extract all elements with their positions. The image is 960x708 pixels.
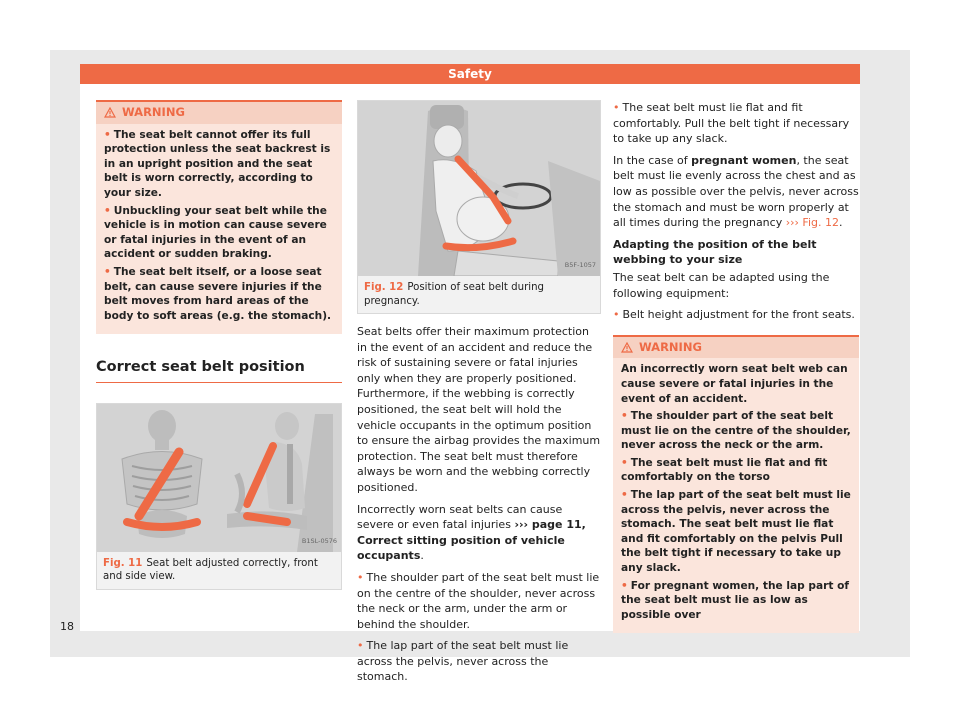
body-paragraph: In the case of pregnant women, the seat belt must lie evenly across the chest and as low as possible over the pelvis, never across the stomach and must be worn properly at all times during the pregnancy ››› Fig. 12.: [613, 153, 859, 230]
warning-intro: An incorrectly worn seat belt web can cause severe or fatal injuries in the event of an accident.: [621, 363, 848, 405]
warning-box: [96, 100, 342, 334]
bullet-item: • The shoulder part of the seat belt must lie on the centre of the shoulder, never across the neck or the arm, under the arm or behind the shoulder.: [357, 570, 600, 631]
warning-box: [613, 335, 859, 634]
subheading: Adapting the position of the belt webbing to your size: [613, 237, 817, 267]
body-paragraph: Seat belts offer their maximum protection in the event of an accident and reduce the risk of sustaining severe or fatal injuries only when they are properly positioned. Furthermore, if the webbing is correctly positioned, the seat belt will hold the vehicle occupants in the optimum position to ensure the airbag provides the maximum protection. The seat belt must therefore always be worn and the webbing correctly positioned.: [357, 325, 601, 494]
figure-11: [96, 403, 342, 590]
warning-title: WARNING: [639, 339, 702, 354]
warning-triangle-icon: [104, 107, 116, 118]
warning-item: • The seat belt itself, or a loose seat belt, can cause severe injuries if the belt moves from hard areas of the body to soft areas (e.g. the stomach).: [104, 265, 332, 322]
warning-triangle-icon: [621, 342, 633, 353]
cross-reference-link[interactable]: ››› page 11, Correct sitting position of vehicle occupants: [357, 518, 586, 563]
warning-title: WARNING: [122, 105, 185, 119]
column-right: [613, 100, 859, 633]
warning-item: • The lap part of the seat belt must lie across the pelvis, never across the stomach. The seat belt must lie flat and fit comfortably on the pelvis Pull the belt tight if necessary to take up any slack.: [621, 489, 851, 575]
warning-item: • The shoulder part of the seat belt must lie on the centre of the shoulder, never across the neck or the arm.: [621, 410, 851, 452]
page-number: 18: [60, 620, 74, 633]
bullet-item: • The seat belt must lie flat and fit comfortably. Pull the belt tight if necessary to take up any slack.: [613, 101, 850, 146]
bullet-item: • The lap part of the seat belt must lie across the pelvis, never across the stomach.: [357, 639, 569, 684]
column-left: [96, 100, 342, 590]
figure-code: B5F-1057: [564, 261, 596, 270]
pregnancy-seatbelt-illustration: [358, 101, 600, 276]
figure-12: [357, 100, 601, 314]
figure-caption: Fig. 12 Position of seat belt during pregnancy.: [358, 276, 600, 313]
body-paragraph: Incorrectly worn seat belts can cause severe or even fatal injuries ››› page 11, Correct sitting position of vehicle occupants.: [357, 502, 586, 563]
warning-item: • For pregnant women, the lap part of the seat belt must lie as low as possible over: [621, 579, 850, 621]
warning-item: • The seat belt must lie flat and fit comfortably on the torso: [621, 456, 828, 484]
seatbelt-front-side-illustration: [97, 404, 341, 552]
figure-caption: Fig. 11 Seat belt adjusted correctly, front and side view.: [97, 552, 341, 589]
warning-item: • Unbuckling your seat belt while the vehicle is in motion can cause severe or fatal injuries in the event of an accident or sudden braking.: [104, 204, 327, 261]
figure-code: B1SL-0576: [301, 537, 337, 546]
column-middle: [357, 100, 601, 691]
section-title: Correct seat belt position: [96, 360, 342, 383]
body-paragraph: The seat belt can be adapted using the following equipment:: [613, 270, 830, 300]
warning-item: • The seat belt cannot offer its full protection unless the seat backrest is in an upright position and the seat belt is worn correctly, according to your size.: [104, 128, 331, 199]
figure-reference-link[interactable]: ››› Fig. 12: [785, 216, 839, 230]
section-header: Safety: [80, 64, 860, 84]
bullet-item: • Belt height adjustment for the front seats.: [613, 308, 855, 322]
